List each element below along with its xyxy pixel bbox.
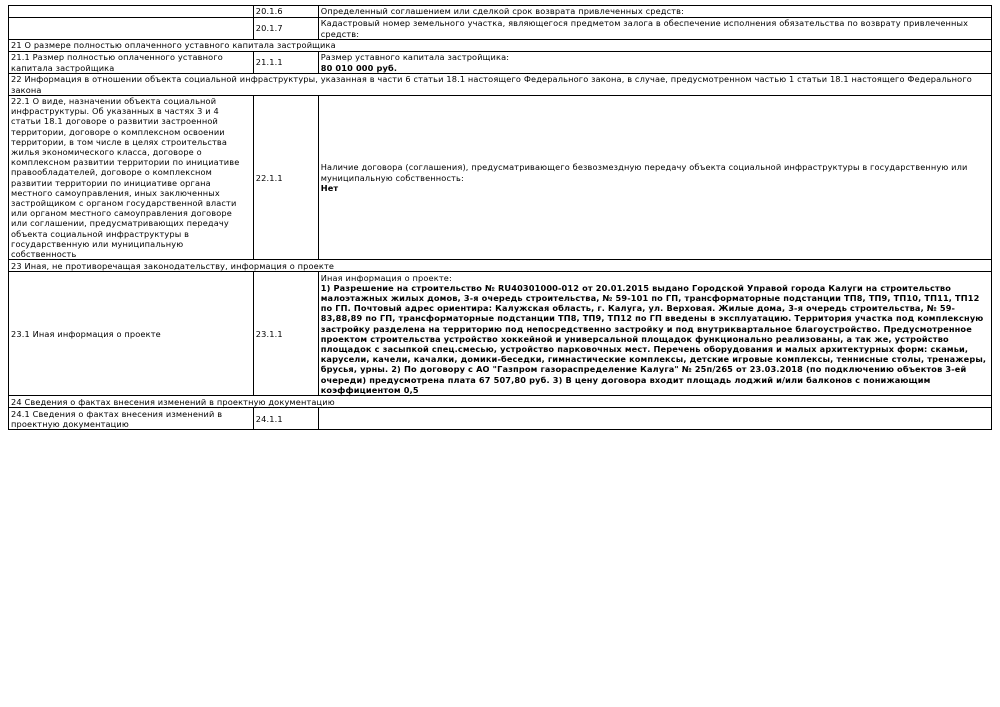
row-label-empty (9, 6, 254, 18)
section-title: 21 О размере полностью оплаченного уставного капитала застройщика (9, 40, 992, 52)
section-header-row (9, 40, 992, 52)
table-row (9, 18, 992, 40)
row-content (318, 52, 991, 74)
row-label: 23.1 Иная информация о проекте (9, 272, 254, 396)
row-number: 24.1.1 (253, 408, 318, 430)
row-number: 20.1.6 (253, 6, 318, 18)
row-text: Иная информация о проекте: (320, 272, 452, 283)
disclosure-table (8, 5, 992, 430)
row-number: 21.1.1 (253, 52, 318, 74)
row-text: Кадастровый номер земельного участка, являющегося предметом залога в обеспечение исполнения обязательства по возврату привлеченных средств: (318, 18, 991, 40)
section-header-row (9, 74, 992, 96)
row-text: Размер уставного капитала застройщика: (320, 52, 510, 63)
row-value: 80 010 000 руб. (320, 62, 398, 73)
section-title: 22 Информация в отношении объекта социальной инфраструктуры, указанная в части 6 статьи 18.1 настоящего Федерального закона, в случае, предусмотренном частью 1 статьи 18.1 настоящего Федерального закона (9, 74, 992, 96)
section-title: 23 Иная, не противоречащая законодательству, информация о проекте (9, 260, 992, 272)
row-number: 23.1.1 (253, 272, 318, 396)
row-label: 21.1 Размер полностью оплаченного уставного капитала застройщика (9, 52, 254, 74)
table-row (9, 96, 992, 260)
section-header-row (9, 260, 992, 272)
section-header-row (9, 396, 992, 408)
table-row (9, 52, 992, 74)
row-text: Определенный соглашением или сделкой срок возврата привлеченных средств: (318, 6, 991, 18)
section-title: 24 Сведения о фактах внесения изменений в проектную документацию (9, 396, 992, 408)
row-label: 22.1 О виде, назначении объекта социальной инфраструктуры. Об указанных в частях 3 и 4 статьи 18.1 договоре о развитии застроенной территории, договоре о комплексном освоении территории, в том числе в целях строительства жилья экономического класса, договоре о комплексном развитии территории по инициативе правообладателей, договоре о комплексном развитии территории по инициативе органа местного самоуправления, иных заключенных застройщиком с органом государственной власти или органом местного самоуправления договоре или соглашении, предусматривающих передачу объекта социальной инфраструктуры в государственную или муниципальную собственность (9, 96, 254, 260)
row-value: 1) Разрешение на строительство № RU40301000-012 от 20.01.2015 выдано Городской Управой города Калуги на строительство малоэтажных жилых домов, 3-я очередь строительства, № 59-101 по ГП, трансформаторные подстанции ТП8, ТП9, ТП10, ТП11, ТП12 по ГП. Почтовый адрес ориентира: Калужская область, г. Калуга, ул. Верховая. Жилые дома, 3-я очередь строительства, № 59-83,88,89 по ГП, трансформаторные подстанции ТП8, ТП9, ТП12 по ГП введены в эксплуатацию. Территория участка под комплексную застройку разделена на территорию под непосредственно застройку и под внутриквартальное благоустройство. Предусмотренное проектом строительства устройство хоккейной и универсальной площадок функционально реализованы, а так же, устройство площадок с засыпкой спец.смесью, устройство парковочных мест. Перечень оборудования и малых архитектурных форм: скамьи, карусели, качели, качалки, домики-беседки, гимнастические комплексы, детские игровые комплексы, теннисные столы, тренажеры, брусья, урны. 2) По договору с АО "Газпром газораспределение Калуга" № 25п/265 от 23.03.2018 (по подключению объектов 3-ей очереди) предусмотрена плата 67 507,80 руб. 3) В цену договора входит площадь лоджий и/или балконов с понижающим коэффициентом 0,5 (320, 282, 987, 395)
row-text (318, 408, 991, 430)
row-label: 24.1 Сведения о фактах внесения изменений в проектную документацию (9, 408, 254, 430)
row-label-empty (9, 18, 254, 40)
row-number: 22.1.1 (253, 96, 318, 260)
table-row (9, 6, 992, 18)
row-text: Наличие договора (соглашения), предусматривающего безвозмездную передачу объекта социальной инфраструктуры в государственную или муниципальную собственность: (320, 162, 968, 183)
row-value: Нет (320, 182, 339, 193)
row-content (318, 272, 991, 396)
table-row (9, 408, 992, 430)
table-row (9, 272, 992, 396)
row-content (318, 96, 991, 260)
row-number: 20.1.7 (253, 18, 318, 40)
